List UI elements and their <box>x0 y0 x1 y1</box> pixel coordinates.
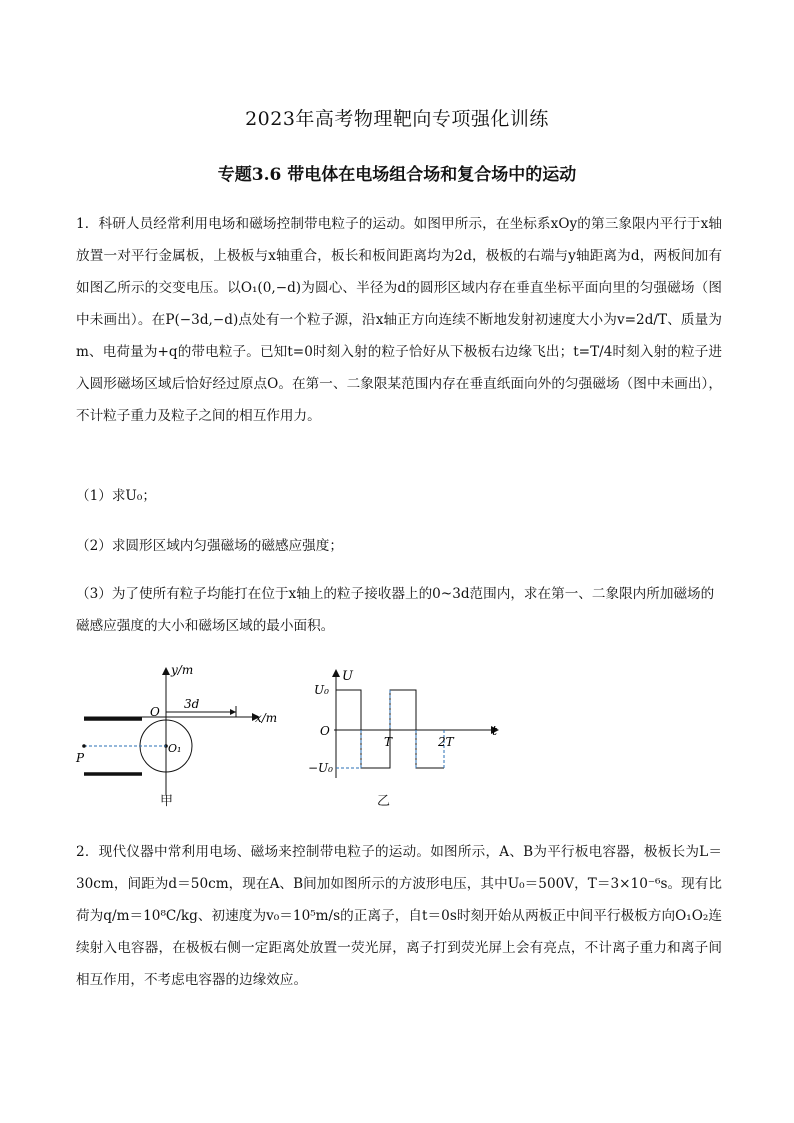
question-1-text: 1．科研人员经常利用电场和磁场控制带电粒子的运动。如图甲所示，在坐标系xOy的第三象限内平行于x轴放置一对平行金属板，上极板与x轴重合，板长和板间距离均为2d，极板的右端与y轴距离为d，两板间加有如图乙所示的交变电压。以O₁(0,−d)为圆心、半径为d的圆形区域内存在垂直坐标平面向里的匀强磁场（图中未画出）。在P(−3d,−d)点处有一个粒子源，沿x轴正方向连续不断地发射初速度大小为v=2d/T、质量为m、电荷量为+q的带电粒子。已知t=0时刻入射的粒子恰好从下极板右边缘飞出；t=T/4时刻入射的粒子进入圆形磁场区域后恰好经过原点O。在第一、二象限某范围内存在垂直纸面向外的匀强磁场（图中未画出），不计粒子重力及粒子之间的相互作用力。 <box>76 216 722 424</box>
section-title: 专题3.6 带电体在电场组合场和复合场中的运动 <box>217 165 577 185</box>
figure-yi <box>308 660 508 810</box>
figB-u-label: U <box>342 669 353 684</box>
figB-neg-label: −U₀ <box>308 761 333 775</box>
figA-y-label: y/m <box>171 663 194 677</box>
figB-origin-label: O <box>320 724 330 738</box>
question-2-text: 2．现代仪器中常利用电场、磁场来控制带电粒子的运动。如图所示，A、B为平行板电容器，极板长为L＝30cm，间距为d＝50cm，现在A、B间加如图所示的方波形电压，其中U₀＝500V，T＝3×10⁻⁶s。现有比荷为q/m＝10⁸C/kg、初速度为v₀＝10⁵m/s的正离子，自t＝0s时刻开始从两板正中间平行极板方向O₁O₂连续射入电容器，在极板右侧一定距离处放置一荧光屏，离子打到荧光屏上会有亮点，不计离子重力和离子间相互作用，不考虑电容器的边缘效应。 <box>76 844 722 988</box>
figB-t-label: t <box>492 724 498 739</box>
figA-dim-label: 3d <box>184 697 200 711</box>
figA-x-label: x/m <box>255 711 278 725</box>
question-1-part-3: （3）为了使所有粒子均能打在位于x轴上的粒子接收器上的0~3d范围内，求在第一、二象限内所加磁场的磁感应强度的大小和磁场区域的最小面积。 <box>76 586 715 634</box>
question-1-part-1: （1）求U₀； <box>76 488 156 504</box>
figure-jia-caption: 甲 <box>160 794 174 809</box>
figure-yi-caption: 乙 <box>377 794 391 809</box>
figure-jia <box>74 660 294 810</box>
figA-origin-label: O <box>150 705 160 719</box>
figB-t2-label: 2T <box>438 735 454 749</box>
figB-pos-label: U₀ <box>314 683 329 697</box>
figA-point-p <box>82 744 86 748</box>
page-title: 2023年高考物理靶向专项强化训练 <box>245 108 549 130</box>
figB-t1-label: T <box>384 735 393 749</box>
figA-point-label: P <box>76 751 85 765</box>
question-1-part-2: （2）求圆形区域内匀强磁场的磁感应强度； <box>76 538 343 554</box>
figA-center-label: O₁ <box>168 742 182 755</box>
